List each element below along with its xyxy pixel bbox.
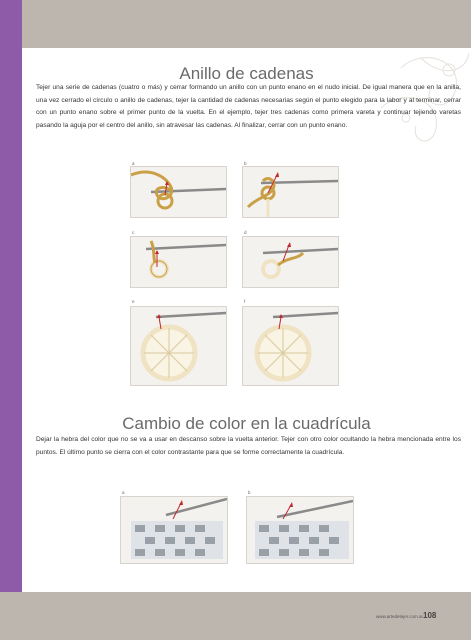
- crochet-illustration-f: [243, 307, 338, 385]
- top-margin: [22, 0, 471, 48]
- figure-f: [242, 306, 339, 386]
- purple-side-bar: [0, 48, 22, 592]
- figure-label-a: a: [132, 161, 135, 166]
- figure2-label-a: a: [122, 490, 125, 495]
- section-title-anillo: Anillo de cadenas: [179, 64, 314, 83]
- figure-b: [242, 166, 339, 218]
- crochet-illustration-e: [131, 307, 226, 385]
- figure-a: [130, 166, 227, 218]
- figure2-a: [120, 496, 228, 564]
- crochet-illustration-a: [131, 167, 226, 217]
- purple-tab-top: [0, 0, 22, 48]
- figure-e: [130, 306, 227, 386]
- crochet-illustration-b: [243, 167, 338, 217]
- section-body-cambio-color: Dejar la hebra del color que no se va a usar en descanso sobre la vuelta anterior. Tejer con otro color ocultando la hebra mencionada entre los puntos. El último punto se cierra con el color contrastante para que se forme correctamente la cuadrícula.: [36, 436, 461, 456]
- section-body-anillo: Tejer una serie de cadenas (cuatro o más) y cerrar formando un anillo con un punto enano en el nudo inicial. De igual manera que en la anilla, una vez cerrado el círculo o anillo de cadenas, tejer la cantidad de cadenas necesarias según el punto elegido para la labor y al terminar, cerrar con un punto enano sobre el primer punto de la vuelta. En el ejemplo, tejer tres cadenas como primera vareta y continuar tejiendo varetas pasando la aguja por el centro del anillo, sin atravesar las cadenas. Al finalizar, cerrar con un punto enano.: [36, 84, 461, 129]
- figure-d: [242, 236, 339, 288]
- color-change-illustration-b: [247, 497, 353, 563]
- page-number: 108: [423, 611, 437, 620]
- color-change-illustration-a: [121, 497, 227, 563]
- page: [22, 48, 471, 592]
- figure-label-b: b: [244, 161, 247, 166]
- figure-label-f: f: [244, 299, 246, 304]
- figure2-b: [246, 496, 354, 564]
- figure2-label-b: b: [248, 490, 251, 495]
- crochet-illustration-c: [131, 237, 226, 287]
- crochet-illustration-d: [243, 237, 338, 287]
- figure-label-e: e: [132, 299, 135, 304]
- section-title-cambio-color: Cambio de color en la cuadrícula: [122, 414, 371, 433]
- figure-label-d: d: [244, 230, 247, 235]
- figure-label-c: c: [132, 230, 135, 235]
- footer-url: www.artedetejer.com.ar: [376, 614, 424, 619]
- figure-c: [130, 236, 227, 288]
